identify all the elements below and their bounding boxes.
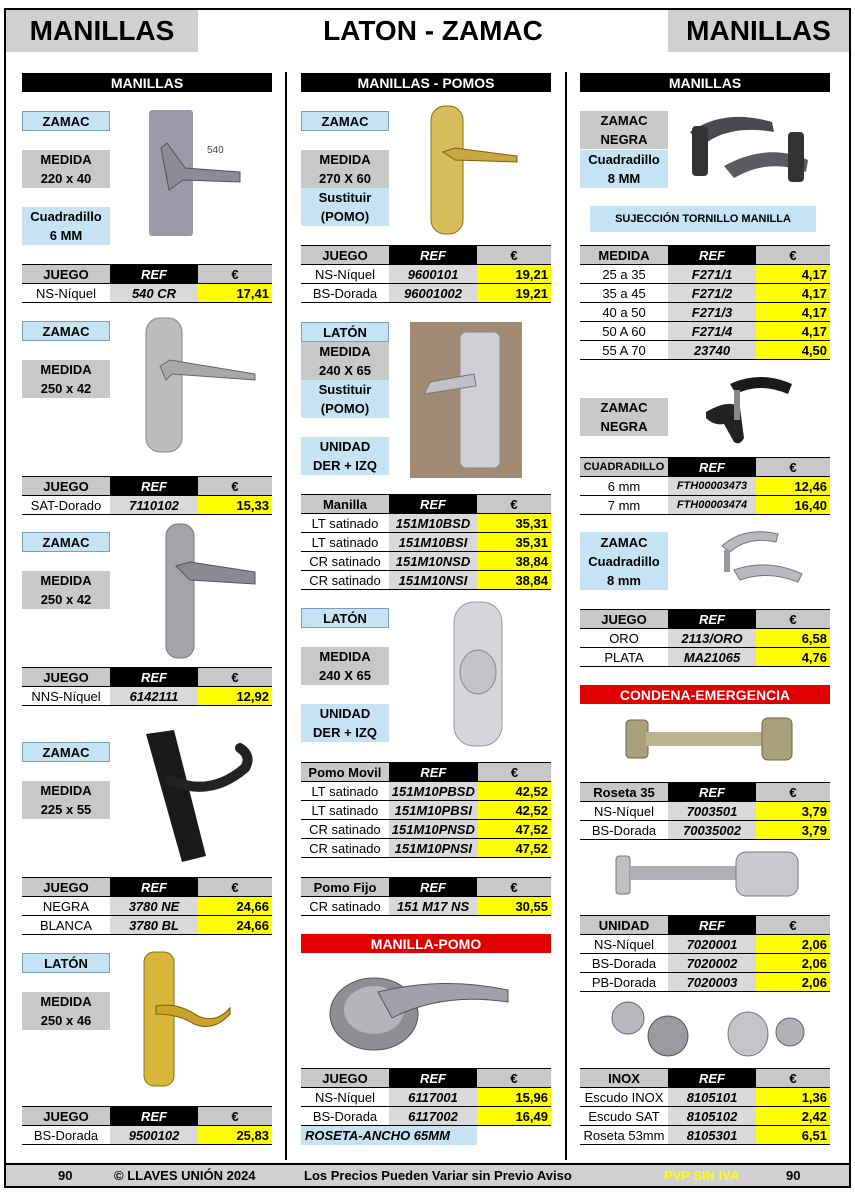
col2-title: MANILLAS - POMOS xyxy=(301,73,551,92)
table-row xyxy=(301,571,551,590)
table-cell: 7020003 xyxy=(668,973,756,992)
material-label: ZAMAC xyxy=(22,321,110,341)
sustituir-label: Sustituir (POMO) xyxy=(301,380,389,418)
table-cell: 47,52 xyxy=(478,839,551,858)
price-table xyxy=(580,609,830,667)
price-table xyxy=(22,264,272,303)
table-cell: 2113/ORO xyxy=(668,629,756,648)
table-cell: LT satinado xyxy=(301,782,389,801)
table-cell: MEDIDA xyxy=(580,246,668,265)
table-row xyxy=(580,341,830,360)
header-center: LATON - ZAMAC xyxy=(198,10,668,52)
table-cell: Roseta 53mm xyxy=(580,1126,668,1145)
header-left: MANILLAS xyxy=(6,10,198,52)
table-cell: 151M10PNSD xyxy=(389,820,478,839)
table-cell: 9500102 xyxy=(110,1126,198,1145)
table-cell: BLANCA xyxy=(22,916,110,935)
table-cell: NNS-Níquel xyxy=(22,687,110,706)
table-cell: BS-Dorada xyxy=(22,1126,110,1145)
col3-title: MANILLAS xyxy=(580,73,830,92)
table-cell: 6,51 xyxy=(756,1126,830,1145)
table-cell: 25,83 xyxy=(198,1126,272,1145)
price-table xyxy=(580,782,830,840)
table-cell: REF xyxy=(668,610,756,629)
material-label: ZAMAC xyxy=(22,742,110,762)
table-row xyxy=(301,265,551,284)
table-cell: CR satinado xyxy=(301,897,389,916)
table-row xyxy=(580,322,830,341)
medida-label: MEDIDA 270 X 60 xyxy=(301,150,389,188)
table-cell: 151 M17 NS xyxy=(389,897,477,916)
material-label: ZAMAC NEGRA xyxy=(580,398,668,436)
table-cell: 151M10NSI xyxy=(389,571,477,590)
table-cell: 35 a 45 xyxy=(580,284,668,303)
table-cell: € xyxy=(198,265,272,284)
price-table xyxy=(301,1068,551,1126)
table-cell: € xyxy=(756,610,830,629)
unidad-label: UNIDAD DER + IZQ xyxy=(301,437,389,475)
table-cell: € xyxy=(756,783,830,802)
table-cell: 6117001 xyxy=(389,1088,477,1107)
medida-label: MEDIDA 220 x 40 xyxy=(22,150,110,188)
table-cell: LT satinado xyxy=(301,801,389,820)
escudo-inox-image xyxy=(608,996,808,1062)
table-cell: INOX xyxy=(580,1069,668,1088)
table-cell: € xyxy=(477,1069,551,1088)
price-table xyxy=(22,1106,272,1145)
handle-6142111-image xyxy=(160,522,260,660)
table-cell: 25 a 35 xyxy=(580,265,668,284)
table-cell: CR satinado xyxy=(301,552,389,571)
table-cell: € xyxy=(477,878,551,897)
table-cell: 4,50 xyxy=(756,341,830,360)
table-cell: Pomo Fijo xyxy=(301,878,389,897)
table-cell: REF xyxy=(389,1069,477,1088)
table-cell: 6,58 xyxy=(756,629,830,648)
material-label: LATÓN xyxy=(301,322,389,342)
table-cell: F271/4 xyxy=(668,322,756,341)
section-title: CONDENA-EMERGENCIA xyxy=(580,685,830,704)
table-cell: REF xyxy=(668,1069,756,1088)
table-cell: 12,92 xyxy=(198,687,272,706)
table-cell: 9600101 xyxy=(389,265,477,284)
table-cell: 7020002 xyxy=(668,954,756,973)
table-cell: JUEGO xyxy=(22,668,110,687)
table-cell: € xyxy=(198,878,272,897)
table-cell: BS-Dorada xyxy=(301,1107,389,1126)
table-cell: Pomo Movil xyxy=(301,763,389,782)
table-row xyxy=(580,477,830,496)
table-row xyxy=(301,552,551,571)
table-cell: BS-Dorada xyxy=(301,284,389,303)
table-row xyxy=(22,897,272,916)
medida-label: MEDIDA 225 x 55 xyxy=(22,781,110,819)
table-cell: 47,52 xyxy=(478,820,551,839)
table-cell: REF xyxy=(110,878,198,897)
table-cell: 70035002 xyxy=(668,821,756,840)
table-cell: CUADRADILLO xyxy=(580,458,668,477)
table-cell: € xyxy=(478,763,551,782)
table-row xyxy=(301,820,551,839)
table-row xyxy=(22,284,272,303)
table-cell: 7110102 xyxy=(110,496,198,515)
table-cell: 19,21 xyxy=(477,265,551,284)
table-cell: 35,31 xyxy=(477,533,551,552)
table-cell: JUEGO xyxy=(22,878,110,897)
material-label: ZAMAC Cuadradillo 8 mm xyxy=(580,532,668,590)
copyright-text: © LLAVES UNIÓN 2024 xyxy=(114,1168,256,1183)
price-table xyxy=(580,457,830,515)
price-table xyxy=(580,915,830,992)
header-right: MANILLAS xyxy=(668,10,849,52)
table-cell: 7003501 xyxy=(668,802,756,821)
table-cell: NS-Níquel xyxy=(580,935,668,954)
table-cell: 6 mm xyxy=(580,477,668,496)
material-label: LATÓN xyxy=(22,953,110,973)
table-cell: REF xyxy=(110,477,198,496)
table-row xyxy=(580,303,830,322)
material-label: ZAMAC xyxy=(301,111,389,131)
table-cell: 6117002 xyxy=(389,1107,477,1126)
handle-model-text: 540 xyxy=(207,145,224,156)
table-cell: 151M10PBSD xyxy=(389,782,478,801)
table-cell: REF xyxy=(389,878,477,897)
table-cell: 540 CR xyxy=(110,284,198,303)
table-row xyxy=(580,973,830,992)
price-table xyxy=(580,1068,830,1145)
table-cell: € xyxy=(477,246,551,265)
cuadradillo-label: Cuadradillo 6 MM xyxy=(22,207,110,245)
table-cell: Escudo SAT xyxy=(580,1107,668,1126)
table-cell: 4,17 xyxy=(756,284,830,303)
table-cell: 3780 NE xyxy=(110,897,198,916)
medida-label: MEDIDA 250 x 46 xyxy=(22,992,110,1030)
page-header xyxy=(6,10,849,52)
handle-3780-image xyxy=(140,728,255,864)
table-cell: € xyxy=(198,477,272,496)
table-cell: REF xyxy=(389,246,477,265)
table-cell: REF xyxy=(389,763,478,782)
table-cell: 4,17 xyxy=(756,265,830,284)
handle-6117-image xyxy=(322,962,512,1056)
table-cell: 24,66 xyxy=(198,897,272,916)
table-cell: MA21065 xyxy=(668,648,756,667)
table-cell: 151M10PBSI xyxy=(389,801,478,820)
handle-9500102-image xyxy=(138,948,238,1090)
handle-black-small-image xyxy=(700,368,796,450)
table-cell: 55 A 70 xyxy=(580,341,668,360)
table-cell: REF xyxy=(668,783,756,802)
table-row xyxy=(580,1088,830,1107)
table-cell: 8105102 xyxy=(668,1107,756,1126)
table-row xyxy=(580,648,830,667)
table-cell: 15,96 xyxy=(477,1088,551,1107)
price-table xyxy=(301,494,551,590)
table-cell: 3,79 xyxy=(756,802,830,821)
table-cell: 151M10PNSI xyxy=(389,839,478,858)
table-row xyxy=(580,954,830,973)
table-row xyxy=(301,284,551,303)
roseta-note: ROSETA-ANCHO 65MM xyxy=(301,1126,477,1145)
table-cell: € xyxy=(198,668,272,687)
table-cell: 2,42 xyxy=(756,1107,830,1126)
table-cell: 30,55 xyxy=(477,897,551,916)
medida-label: MEDIDA 250 x 42 xyxy=(22,360,110,398)
table-cell: € xyxy=(756,246,830,265)
table-cell: 8105101 xyxy=(668,1088,756,1107)
table-cell: Roseta 35 xyxy=(580,783,668,802)
table-cell: JUEGO xyxy=(301,1069,389,1088)
table-cell: FTH00003474 xyxy=(668,496,756,515)
material-label: ZAMAC xyxy=(22,532,110,552)
table-cell: CR satinado xyxy=(301,820,389,839)
price-table xyxy=(22,667,272,706)
table-cell: F271/2 xyxy=(668,284,756,303)
table-cell: NS-Níquel xyxy=(301,1088,389,1107)
handle-silver-pair-image xyxy=(704,522,806,594)
table-cell: FTH00003473 xyxy=(668,477,756,496)
table-row xyxy=(301,514,551,533)
table-cell: 151M10BSD xyxy=(389,514,477,533)
table-row xyxy=(580,1126,830,1145)
table-cell: REF xyxy=(110,668,198,687)
table-cell: 35,31 xyxy=(477,514,551,533)
table-row xyxy=(580,802,830,821)
price-table xyxy=(301,245,551,303)
table-cell: PLATA xyxy=(580,648,668,667)
pvp-label: PVP SIN IVA xyxy=(664,1168,740,1183)
table-cell: 38,84 xyxy=(477,552,551,571)
price-table xyxy=(22,877,272,935)
table-cell: REF xyxy=(668,458,756,477)
table-cell: 7 mm xyxy=(580,496,668,515)
table-row xyxy=(22,916,272,935)
material-label: LATÓN xyxy=(301,608,389,628)
table-cell: € xyxy=(756,1069,830,1088)
table-cell: 3780 BL xyxy=(110,916,198,935)
table-row xyxy=(22,496,272,515)
table-row xyxy=(580,935,830,954)
table-cell: ORO xyxy=(580,629,668,648)
table-cell: NS-Níquel xyxy=(580,802,668,821)
table-cell: 42,52 xyxy=(478,801,551,820)
table-cell: REF xyxy=(110,1107,198,1126)
table-row xyxy=(580,821,830,840)
table-cell: BS-Dorada xyxy=(580,954,668,973)
medida-label: MEDIDA 240 X 65 xyxy=(301,342,389,380)
table-cell: 17,41 xyxy=(198,284,272,303)
material-label: ZAMAC NEGRA xyxy=(580,111,668,149)
table-cell: NEGRA xyxy=(22,897,110,916)
table-row xyxy=(301,533,551,552)
subsection-label: SUJECCIÓN TORNILLO MANILLA xyxy=(590,206,816,232)
table-row xyxy=(301,801,551,820)
page-footer xyxy=(6,1163,849,1186)
price-notice: Los Precios Pueden Variar sin Previo Aviso xyxy=(304,1168,572,1183)
table-cell: 4,17 xyxy=(756,322,830,341)
table-cell: SAT-Dorado xyxy=(22,496,110,515)
table-cell: € xyxy=(756,916,830,935)
table-cell: 42,52 xyxy=(478,782,551,801)
table-cell: 96001002 xyxy=(389,284,477,303)
table-cell: LT satinado xyxy=(301,514,389,533)
table-cell: JUEGO xyxy=(22,477,110,496)
handle-9600101-image xyxy=(425,104,525,236)
table-row xyxy=(22,687,272,706)
column-divider xyxy=(565,72,567,1160)
table-cell: 4,17 xyxy=(756,303,830,322)
table-cell: 6142111 xyxy=(110,687,198,706)
material-label: ZAMAC xyxy=(22,111,110,131)
table-cell: NS-Níquel xyxy=(22,284,110,303)
table-row xyxy=(301,1107,551,1126)
table-row xyxy=(301,839,551,858)
sustituir-label: Sustituir (POMO) xyxy=(301,188,389,226)
table-cell: 23740 xyxy=(668,341,756,360)
table-cell: 24,66 xyxy=(198,916,272,935)
table-cell: 2,06 xyxy=(756,973,830,992)
table-cell: 50 A 60 xyxy=(580,322,668,341)
page-number-left: 90 xyxy=(58,1168,73,1183)
table-cell: REF xyxy=(668,916,756,935)
column-divider xyxy=(285,72,287,1160)
table-cell: 40 a 50 xyxy=(580,303,668,322)
table-row xyxy=(301,897,551,916)
table-cell: JUEGO xyxy=(580,610,668,629)
table-cell: 8105301 xyxy=(668,1126,756,1145)
table-cell: 2,06 xyxy=(756,935,830,954)
handle-151M10-image xyxy=(410,322,522,478)
price-table xyxy=(301,877,551,916)
table-cell: 2,06 xyxy=(756,954,830,973)
section-title: MANILLA-POMO xyxy=(301,934,551,953)
table-cell: 7020001 xyxy=(668,935,756,954)
table-cell: 16,49 xyxy=(477,1107,551,1126)
table-cell: Manilla xyxy=(301,495,389,514)
table-cell: REF xyxy=(389,495,477,514)
table-cell: 38,84 xyxy=(477,571,551,590)
table-cell: € xyxy=(477,495,551,514)
table-cell: 15,33 xyxy=(198,496,272,515)
table-cell: UNIDAD xyxy=(580,916,668,935)
table-cell: JUEGO xyxy=(301,246,389,265)
table-cell: F271/1 xyxy=(668,265,756,284)
table-cell: CR satinado xyxy=(301,571,389,590)
table-row xyxy=(580,265,830,284)
table-cell: JUEGO xyxy=(22,265,110,284)
handle-7110102-image xyxy=(140,316,260,456)
table-cell: REF xyxy=(110,265,198,284)
table-cell: 3,79 xyxy=(756,821,830,840)
table-cell: 19,21 xyxy=(477,284,551,303)
knob-151M10P-image xyxy=(448,600,508,748)
medida-label: MEDIDA 250 x 42 xyxy=(22,571,110,609)
table-cell: JUEGO xyxy=(22,1107,110,1126)
table-cell: Escudo INOX xyxy=(580,1088,668,1107)
table-cell: CR satinado xyxy=(301,839,389,858)
table-row xyxy=(301,1088,551,1107)
table-cell: REF xyxy=(668,246,756,265)
price-table xyxy=(301,762,551,858)
table-cell: € xyxy=(198,1107,272,1126)
table-cell: 12,46 xyxy=(756,477,830,496)
table-cell: 4,76 xyxy=(756,648,830,667)
table-cell: 16,40 xyxy=(756,496,830,515)
cuadradillo-label: Cuadradillo 8 MM xyxy=(580,150,668,188)
table-row xyxy=(580,1107,830,1126)
condena-roseta-image xyxy=(622,710,796,766)
table-cell: 151M10NSD xyxy=(389,552,477,571)
price-table xyxy=(580,245,830,360)
table-row xyxy=(22,1126,272,1145)
handle-540-image xyxy=(145,108,245,238)
medida-label: MEDIDA 240 X 65 xyxy=(301,647,389,685)
table-cell: LT satinado xyxy=(301,533,389,552)
condena-unidad-image xyxy=(612,850,802,902)
price-table xyxy=(22,476,272,515)
table-row xyxy=(580,284,830,303)
table-cell: F271/3 xyxy=(668,303,756,322)
table-row xyxy=(580,496,830,515)
page-number-right: 90 xyxy=(786,1168,801,1183)
table-cell: 151M10BSI xyxy=(389,533,477,552)
table-cell: NS-Níquel xyxy=(301,265,389,284)
unidad-label: UNIDAD DER + IZQ xyxy=(301,704,389,742)
col1-title: MANILLAS xyxy=(22,73,272,92)
handle-black-pair-image xyxy=(684,102,814,190)
table-cell: BS-Dorada xyxy=(580,821,668,840)
table-cell: € xyxy=(756,458,830,477)
table-row xyxy=(580,629,830,648)
table-cell: 1,36 xyxy=(756,1088,830,1107)
table-row xyxy=(301,782,551,801)
table-cell: PB-Dorada xyxy=(580,973,668,992)
